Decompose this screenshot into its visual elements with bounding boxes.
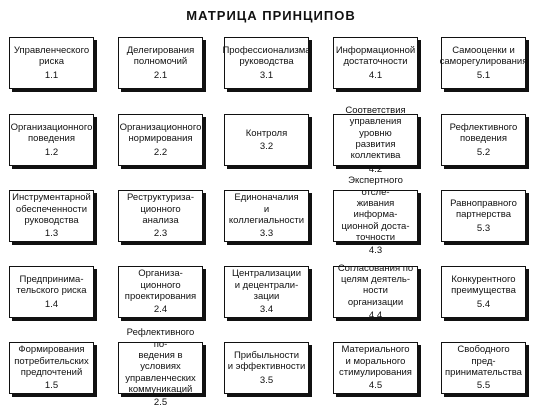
principle-name: Рефлективного по- ведения в условиях управленческих коммуникаций (125, 327, 196, 396)
principle-number: 3.5 (259, 374, 274, 386)
principle-name: Предпринима- тельского риска (16, 273, 87, 297)
principle-box (333, 37, 418, 89)
principle-name: Организационного поведения (10, 121, 93, 145)
principle-box (333, 104, 418, 175)
principle-number: 3.1 (259, 69, 274, 81)
principle-number: 2.1 (153, 69, 168, 81)
principle-name: Управленческого риска (13, 44, 90, 68)
principle-number: 1.2 (44, 146, 59, 158)
principle-box (441, 114, 526, 166)
principle-box (441, 37, 526, 89)
principle-name: Соответствия управления уровню развития коллектива (345, 104, 406, 162)
principle-name: Реструктуриза- ционного анализа (127, 192, 194, 226)
principle-box (9, 342, 94, 394)
principle-number: 4.1 (368, 69, 383, 81)
principle-name: Материального и морального стимулирования (339, 344, 412, 378)
principle-box (9, 114, 94, 166)
principle-number: 5.1 (476, 69, 491, 81)
principle-number: 2.5 (153, 397, 168, 409)
principle-box (9, 37, 94, 89)
principle-name: Профессионализма руководства (222, 44, 311, 68)
principle-number: 2.2 (153, 146, 168, 158)
principle-box (118, 114, 203, 166)
principle-name: Равноправного партнерства (450, 197, 517, 221)
principle-number: 1.3 (44, 228, 59, 240)
principle-number: 2.3 (153, 228, 168, 240)
principle-box (224, 37, 309, 89)
principle-box (118, 327, 203, 409)
principle-number: 4.2 (368, 163, 383, 175)
principle-name: Организационного нормирования (119, 121, 202, 145)
principle-name: Экспертного отсле- живания информа- ционной доста- точности (341, 175, 410, 244)
principle-number: 4.5 (368, 380, 383, 392)
principle-name: Формирования потребительских предпочтений (14, 344, 89, 378)
principle-box (224, 190, 309, 242)
principle-name: Единоначалия и коллегиальности (228, 192, 305, 226)
principle-number: 2.4 (153, 304, 168, 316)
principle-name: Конкурентного преимущества (451, 273, 516, 297)
principle-name: Организа- ционного проектирования (124, 268, 197, 302)
principle-name: Контроля (245, 127, 288, 139)
principle-box (224, 342, 309, 394)
matrix-title: МАТРИЦА ПРИНЦИПОВ (186, 8, 356, 23)
principle-number: 4.4 (368, 310, 383, 322)
principle-box (118, 190, 203, 242)
principle-box (333, 175, 418, 257)
principle-number: 4.3 (368, 245, 383, 257)
principle-name: Самооценки и саморегулирования (439, 44, 528, 68)
principle-name: Согласования по целям деятель- ности организации (337, 262, 414, 308)
principle-number: 3.4 (259, 304, 274, 316)
principle-box (441, 266, 526, 318)
principle-name: Рефлективного поведения (449, 121, 518, 145)
principle-box (441, 342, 526, 394)
principle-number: 1.5 (44, 380, 59, 392)
principle-box (224, 266, 309, 318)
principle-box (118, 37, 203, 89)
principle-box (118, 266, 203, 318)
principle-name: Делегирования полномочий (126, 44, 195, 68)
principle-number: 5.4 (476, 298, 491, 310)
principle-number: 5.3 (476, 222, 491, 234)
principle-box (333, 262, 418, 322)
principle-number: 1.4 (44, 298, 59, 310)
principle-number: 3.2 (259, 141, 274, 152)
principle-box (441, 190, 526, 242)
principle-box (9, 190, 94, 242)
principle-name: Прибыльности и эффективности (227, 349, 306, 373)
principle-box (9, 266, 94, 318)
principle-name: Централизации и децентрали- зации (231, 268, 302, 302)
principle-name: Свободного пред- принимательства (445, 344, 522, 378)
principle-name: Инструментарной обеспеченности руководства (12, 192, 91, 226)
principle-name: Информационной достаточности (335, 44, 416, 68)
principle-box (333, 342, 418, 394)
principle-number: 5.5 (476, 380, 491, 392)
principle-number: 1.1 (44, 69, 59, 81)
principle-number: 3.3 (259, 228, 274, 240)
principle-box (224, 114, 309, 166)
principle-number: 5.2 (476, 146, 491, 158)
